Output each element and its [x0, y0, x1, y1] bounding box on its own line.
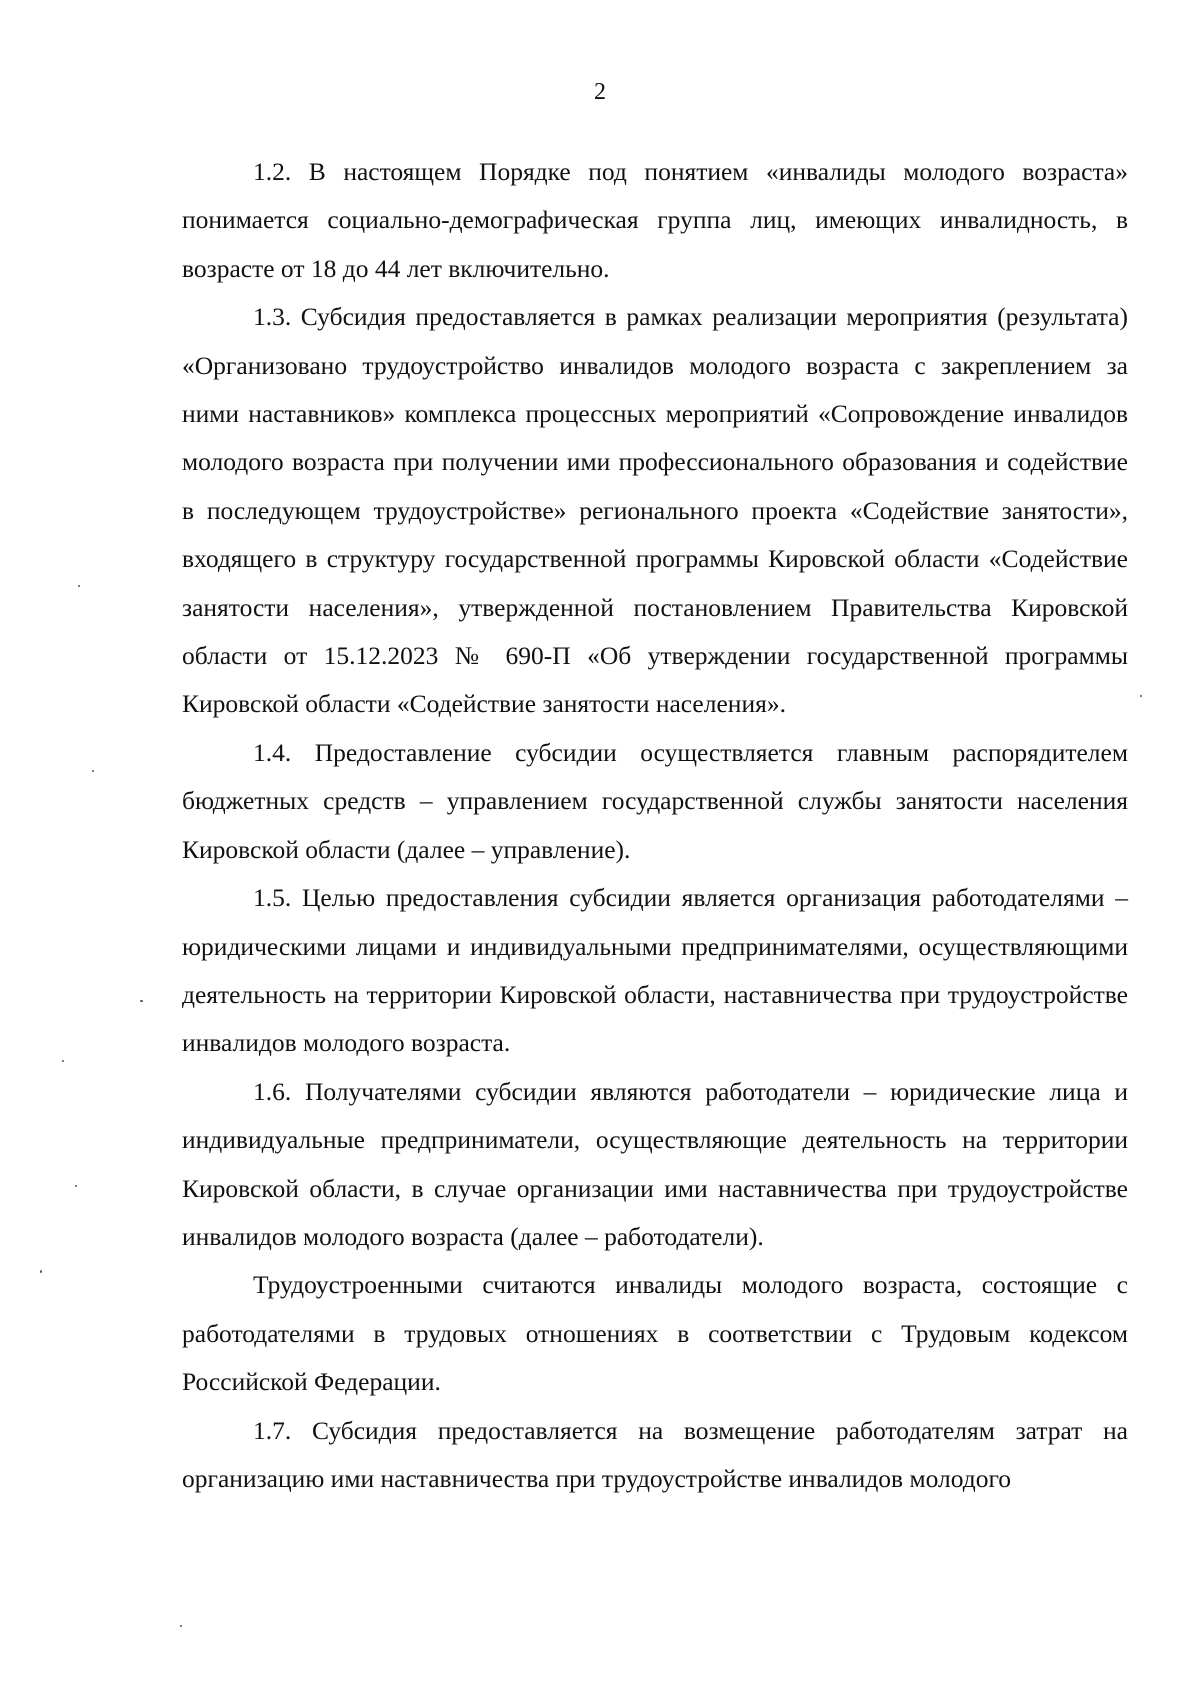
document-body [182, 148, 1128, 1503]
paragraph-employed-definition: Трудоустроенными считаются инвалиды молодого возраста, состоящие с работодателями в трудовых отношениях в соответствии с Трудовым кодексом Российской Федерации. [182, 1270, 1128, 1397]
scan-speck [180, 1625, 182, 1627]
scan-speck [40, 1270, 42, 1273]
scan-speck [92, 770, 94, 772]
paragraph-1-6: 1.6. Получателями субсидии являются работодатели – юридические лица и индивидуальные предприниматели, осуществляющие деятельность на территории Кировской области, в случае организации ими наставничества при трудоустройстве инвалидов молодого возраста (далее – работодатели). [182, 1076, 1128, 1251]
scan-speck [78, 585, 80, 587]
paragraph-1-7: 1.7. Субсидия предоставляется на возмещение работодателям затрат на организацию ими наставничества при трудоустройстве инвалидов молодого [182, 1415, 1128, 1493]
page-number: 2 [594, 79, 606, 105]
paragraph-1-3: 1.3. Субсидия предоставляется в рамках реализации мероприятия (результата) «Организовано трудоустройство инвалидов молодого возраста с закреплением за ними наставников» комплекса процессных мероприятий «Сопровождение инвалидов молодого возраста при получении ими профессионального образования и содействие в последующем трудоустройстве» регионального проекта «Содействие занятости», входящего в структуру государственной программы Кировской области «Содействие занятости населения», утвержденной постановлением Правительства Кировской области от 15.12.2023 № 690-П «Об утверждении государственной программы Кировской области «Содействие занятости населения». [182, 302, 1128, 719]
scan-speck [62, 1060, 64, 1062]
paragraph-1-4: 1.4. Предоставление субсидии осуществляется главным распорядителем бюджетных средств – управлением государственной службы занятости населения Кировской области (далее – управление). [182, 737, 1128, 864]
scan-speck [140, 1000, 143, 1002]
scan-speck [1140, 695, 1142, 697]
paragraph-1-5: 1.5. Целью предоставления субсидии является организация работодателями – юридическими лицами и индивидуальными предпринимателями, осуществляющими деятельность на территории Кировской области, наставничества при трудоустройстве инвалидов молодого возраста. [182, 883, 1128, 1058]
scan-speck [75, 1185, 77, 1187]
paragraph-1-2: 1.2. В настоящем Порядке под понятием «инвалиды молодого возраста» понимается социально-демографическая группа лиц, имеющих инвалидность, в возрасте от 18 до 44 лет включительно. [182, 157, 1128, 283]
